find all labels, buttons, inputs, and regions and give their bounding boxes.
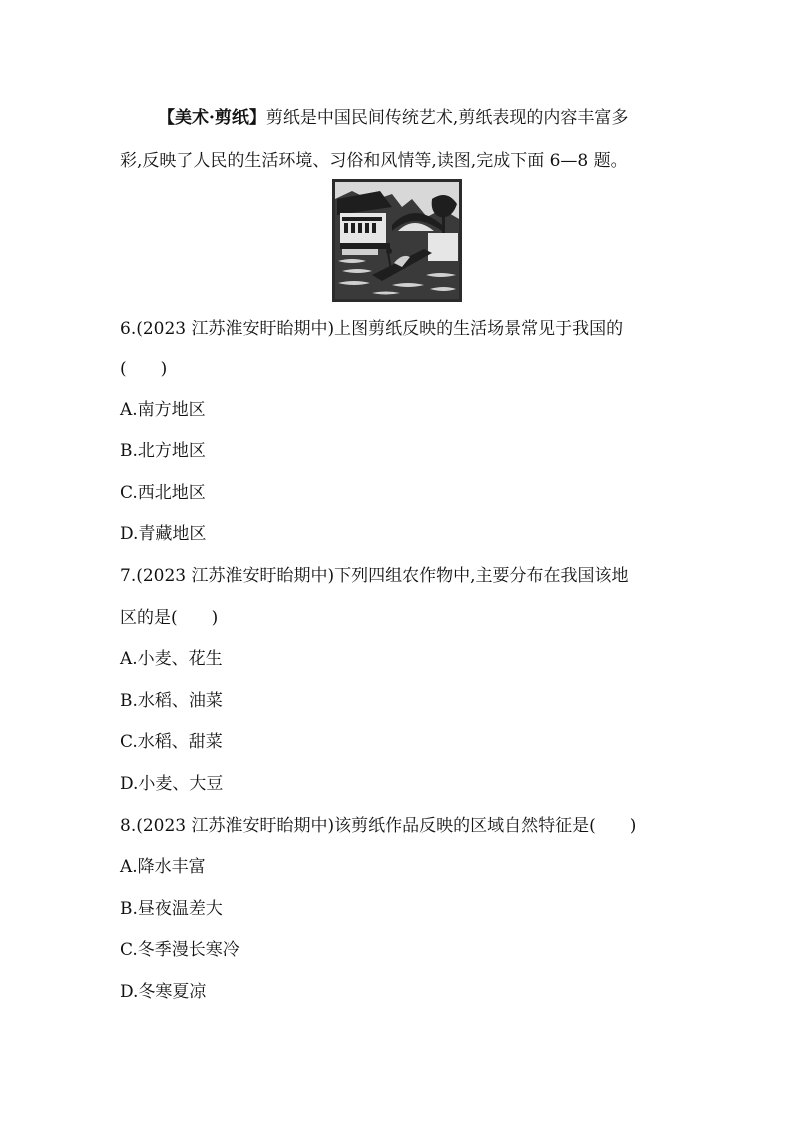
intro-text-1: 剪纸是中国民间传统艺术,剪纸表现的内容丰富多	[265, 108, 629, 128]
question-7-option-c: C.水稻、甜菜	[120, 732, 223, 752]
question-8-option-a: A.降水丰富	[120, 857, 206, 877]
question-8-stem: 8.(2023 江苏淮安盱眙期中)该剪纸作品反映的区域自然特征是( )	[120, 816, 637, 836]
question-6-option-c: C.西北地区	[120, 483, 206, 503]
intro-line-1	[158, 107, 628, 129]
question-7-option-d: D.小麦、大豆	[120, 774, 224, 794]
question-8-option-c: C.冬季漫长寒冷	[120, 940, 240, 960]
question-8-option-b: B.昼夜温差大	[120, 899, 223, 919]
question-7-stem-cont: 区的是( )	[120, 608, 219, 628]
paper-cut-water-town-illustration	[332, 179, 462, 302]
question-6-option-d: D.青藏地区	[120, 524, 207, 544]
question-7-option-b: B.水稻、油菜	[120, 691, 223, 711]
intro-line-2: 彩,反映了人民的生活环境、习俗和风情等,读图,完成下面 6—8 题。	[120, 151, 628, 171]
question-6-option-a: A.南方地区	[120, 400, 206, 420]
question-6-option-b: B.北方地区	[120, 441, 206, 461]
intro-tag: 【美术·剪纸】	[158, 108, 266, 128]
question-7-stem: 7.(2023 江苏淮安盱眙期中)下列四组农作物中,主要分布在我国该地	[120, 566, 629, 586]
question-6-stem: 6.(2023 江苏淮安盱眙期中)上图剪纸反映的生活场景常见于我国的	[120, 319, 624, 339]
question-7-option-a: A.小麦、花生	[120, 649, 223, 669]
question-6-answer-blank: ( )	[120, 359, 168, 379]
question-8-option-d: D.冬寒夏凉	[120, 982, 207, 1002]
